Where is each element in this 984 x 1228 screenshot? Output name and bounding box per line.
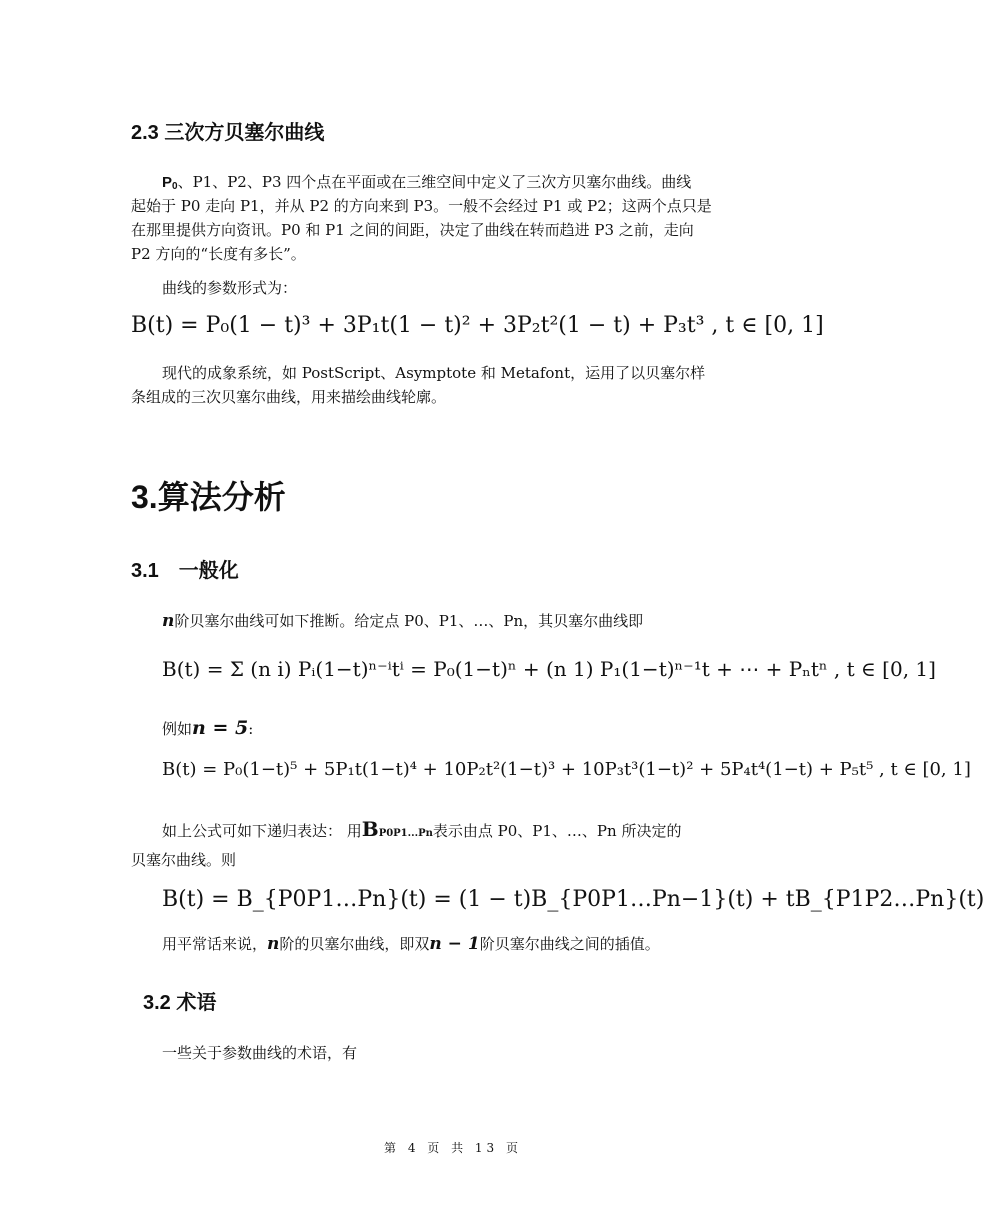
paragraph-line: $P_0$、P1、P2、P3 四个点在平面或在三维空间中定义了三次方贝塞尔曲线。曲线	[162, 173, 692, 192]
section-heading-2-3: 2.3 三次方贝塞尔曲线	[131, 122, 325, 144]
paragraph-line: P2 方向的“长度有多长”。	[131, 245, 306, 263]
math-var: n − 1	[429, 934, 480, 954]
math-var: n	[162, 611, 175, 631]
paragraph-text: 例如	[162, 720, 193, 738]
paragraph-text: 如上公式可如下递归表达： 用	[162, 822, 362, 840]
math-var: n	[267, 934, 280, 954]
paragraph-line	[162, 609, 643, 633]
formula-n5-bezier: B(t) = P₀(1−t)⁵ + 5P₁t(1−t)⁴ + 10P₂t²(1−t)³ + 10P₃t³(1−t)² + 5P₄t⁴(1−t) + P₅t⁵ , t ∈ [0, 1]	[162, 759, 971, 780]
paragraph-text: 阶的贝塞尔曲线，即双	[279, 935, 430, 953]
paragraph-line	[162, 716, 253, 741]
paragraph-line: 条组成的三次贝塞尔曲线，用来描绘曲线轮廓。	[131, 388, 447, 406]
chapter-heading-3: 3.算法分析	[131, 479, 286, 515]
math-var: n = 5	[192, 717, 249, 739]
paragraph-text: 用平常话来说，	[162, 935, 268, 953]
paragraph-line: 现代的成象系统，如 PostScript、Asymptote 和 Metafont，运用了以贝塞尔样	[162, 364, 706, 382]
paragraph-line: 一些关于参数曲线的术语，有	[162, 1044, 358, 1062]
paragraph-text: 、P1、P2、P3 四个点在平面或在三维空间中定义了三次方贝塞尔曲线。曲线	[177, 173, 692, 191]
paragraph-text: 阶贝塞尔曲线可如下推断。给定点 P0、P1、…、Pn，其贝塞尔曲线即	[174, 612, 644, 630]
section-heading-3-2: 3.2 术语	[143, 992, 217, 1014]
paragraph-line	[162, 932, 660, 956]
page-footer: 第 4 页 共 13 页	[384, 1141, 522, 1155]
paragraph-text: 表示由点 P0、P1、…、Pn 所决定的	[432, 822, 682, 840]
formula-cubic-bezier: B(t) = P₀(1 − t)³ + 3P₁t(1 − t)² + 3P₂t²(1 − t) + P₃t³ , t ∈ [0, 1]	[131, 313, 824, 338]
formula-general-bezier: B(t) = Σ (n i) Pᵢ(1−t)ⁿ⁻ⁱtⁱ = P₀(1−t)ⁿ + (n 1) P₁(1−t)ⁿ⁻¹t + ⋯ + Pₙtⁿ , t ∈ [0, 1]	[162, 657, 936, 681]
paragraph-line: 曲线的参数形式为：	[162, 279, 298, 297]
paragraph-line: 起始于 P0 走向 P1，并从 P2 的方向来到 P3。一般不会经过 P1 或 P2；这两个点只是	[131, 197, 712, 215]
paragraph-line: 在那里提供方向资讯。P0 和 P1 之间的间距，决定了曲线在转而趋进 P3 之前，走向	[131, 221, 694, 239]
paragraph-text: 阶贝塞尔曲线之间的插值。	[479, 935, 660, 953]
paragraph-line	[162, 817, 681, 846]
formula-recursive-bezier: B(t) = B_{P0P1…Pn}(t) = (1 − t)B_{P0P1…Pn−1}(t) + tB_{P1P2…Pn}(t)	[162, 887, 984, 912]
section-heading-3-1: 3.1 一般化	[131, 560, 239, 582]
math-subscript: P0P1...Pn	[378, 828, 433, 839]
math-symbol: B	[361, 817, 379, 841]
paragraph-text: :	[248, 720, 254, 738]
paragraph-line: 贝塞尔曲线。则	[131, 851, 237, 869]
